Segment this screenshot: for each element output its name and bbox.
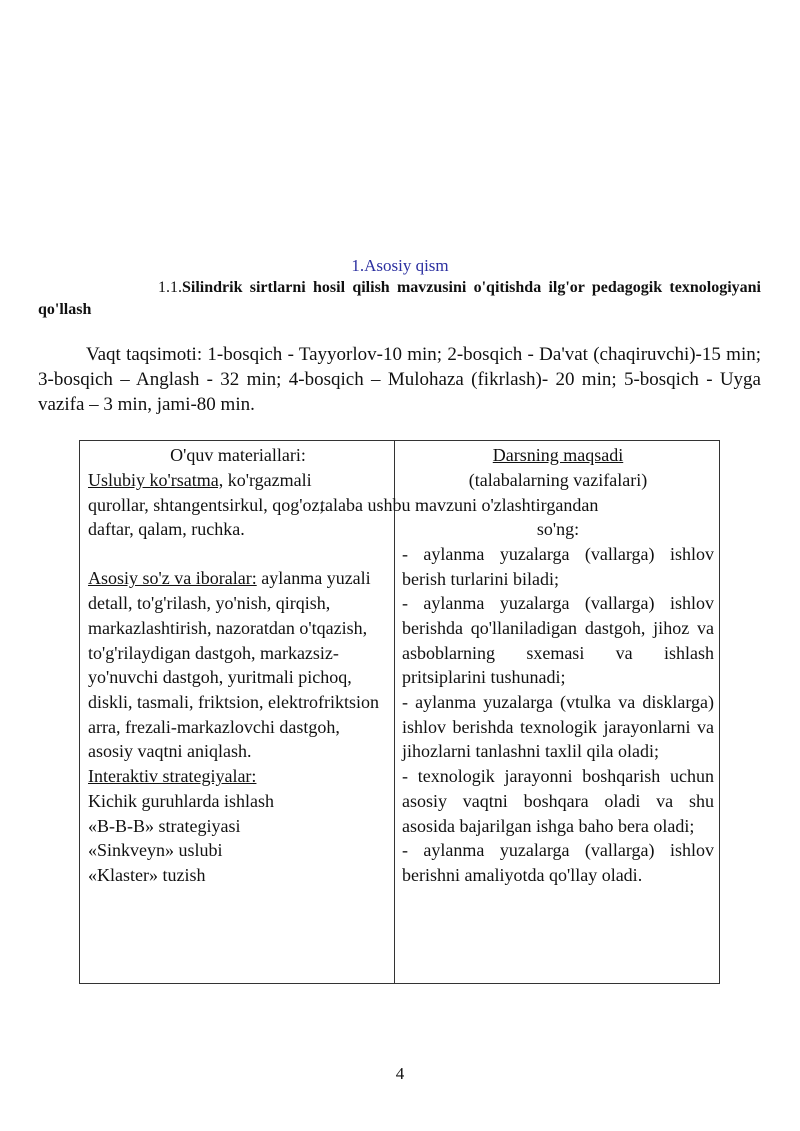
table-column-divider: [394, 441, 395, 983]
keywords-label: Asosiy so'z va iboralar:: [88, 568, 257, 589]
materials-heading: O'quv materiallari:: [170, 445, 306, 465]
strategy-item: Kichik guruhlarda ishlash: [88, 790, 274, 811]
goal-item: - texnologik jarayonni boshqarish uchun asosiy vaqtni boshqara oladi va shu asosida bajarilgan ishga baho bera oladi;: [402, 766, 714, 836]
subsection-number: 1.1.: [158, 279, 182, 296]
blank-line: [88, 542, 388, 567]
goal-item: - aylanma yuzalarga (vallarga) ishlov berishni amaliyotda qo'llay oladi.: [402, 840, 714, 885]
overlap-placeholder: [402, 492, 714, 517]
methodical-label: Uslubiy ko'rsatma,: [88, 469, 224, 490]
materials-line-3: qurollar, shtangentsirkul, qog'oz,: [88, 495, 324, 515]
methodical-rest: ko'rgazmali: [223, 469, 312, 490]
goal-item: - aylanma yuzalarga (vtulka va disklarga) ishlov berishda texnologik jarayonlarni va jihozlarni tanlashni taxlil qila oladi;: [402, 692, 714, 762]
strategies-label: Interaktiv strategiyalar:: [88, 766, 257, 787]
strategy-item: «Klaster» tuzish: [88, 864, 206, 885]
goal-item: - aylanma yuzalarga (vallarga) ishlov berish turlarini biladi;: [402, 543, 714, 589]
goal-intro-end: so'ng:: [536, 519, 580, 540]
page-number: 4: [395, 1064, 405, 1083]
strategy-item: «Sinkveyn» uslubi: [88, 840, 223, 861]
goal-intro-line: talaba ushbu mavzuni o'zlashtirgandan: [319, 495, 599, 515]
goals-heading: Darsning maqsadi: [492, 445, 624, 465]
strategy-item: «B-B-B» strategiyasi: [88, 815, 241, 836]
section-title: 1.Asosiy qism: [351, 256, 449, 275]
materials-line-4: daftar, qalam, ruchka.: [88, 519, 245, 540]
goal-item: - aylanma yuzalarga (vallarga) ishlov berishda qo'llaniladigan dastgoh, jihoz va asboblarning sxemasi va ishlash pritsiplarini tushunadi;: [402, 593, 714, 688]
lesson-plan-table: [79, 440, 720, 984]
subsection-title: [38, 277, 761, 321]
time-distribution-paragraph: Vaqt taqsimoti: 1-bosqich - Tayyorlov-10 min; 2-bosqich - Da'vat (chaqiruvchi)-15 min; 3-bosqich – Anglash - 32 min; 4-bosqich – Mulohaza (fikrlash)- 20 min; 5-bosqich - Uyga vazifa – 3 min, jami-80 min.: [38, 344, 761, 415]
subsection-text: Silindrik sirtlarni hosil qilish mavzusini o'qitishda ilg'or pedagogik texnologiyani qo'llash: [38, 279, 761, 318]
keywords-text: aylanma yuzali detall, to'g'rilash, yo'nish, qirqish, markazlashtirish, nazoratdan o'tqazish, to'g'rilaydigan dastgoh, markazsiz-yo'nuvchi dastgoh, yuritmali pichoq, diskli, tasmali, friktsion, elektrofriktsion arra, frezali-markazlovchi dastgoh, asosiy vaqtni aniqlash.: [88, 568, 379, 762]
goals-subheading: (talabalarning vazifalari): [468, 469, 648, 490]
goals-cell: [402, 443, 714, 888]
